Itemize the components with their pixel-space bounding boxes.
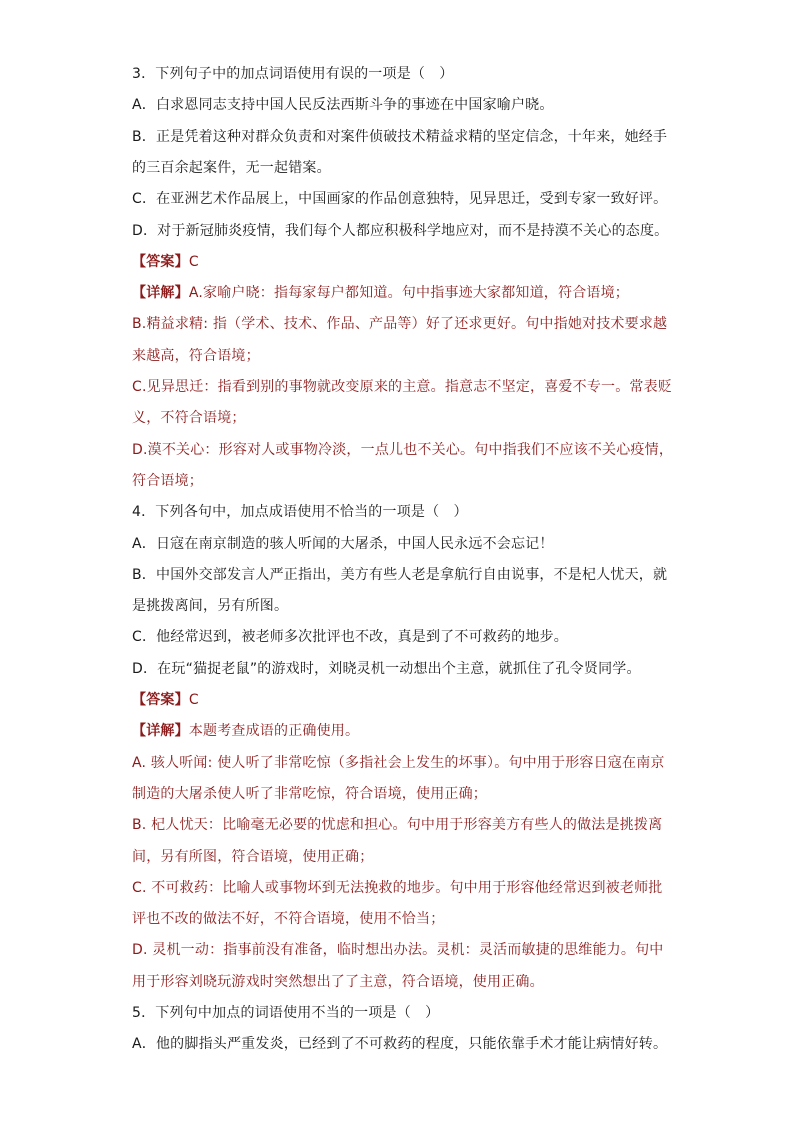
- question-line: [132, 596, 288, 616]
- answer-line: [132, 909, 444, 929]
- question-line: [132, 1003, 439, 1023]
- answer-tag: 【答案】: [132, 692, 189, 708]
- answer-line: [132, 972, 544, 992]
- line-text: 来越高，符合语境；: [132, 347, 260, 364]
- question-line: [132, 565, 667, 585]
- question-line: [132, 534, 554, 554]
- answer-line: [132, 815, 662, 835]
- line-text: A．白求恩同志支持中国人民反法西斯斗争的事迹在中国家喻户晓。: [132, 97, 554, 114]
- line-text: C: [188, 692, 199, 708]
- line-text: B. 杞人忧天：比喻毫无必要的忧虑和担心。句中用于形容美方有些人的做法是挑拨离: [132, 817, 663, 834]
- answer-line: [132, 784, 487, 804]
- line-text: C: [188, 253, 199, 270]
- answer-line: [132, 252, 199, 272]
- answer-line: [132, 408, 246, 428]
- line-text: D.漠不关心：形容对人或事物冷淡，一点儿也不关心。句中指我们不应该不关心疫情，: [132, 441, 674, 458]
- line-text: D．在玩“猫捉老鼠”的游戏时，刘晓灵机一动想出个主意，就抓住了孔令贤同学。: [132, 660, 641, 677]
- line-text: D. 灵机一动：指事前没有准备，临时想出办法。灵机：灵活而敏捷的思维能力。句中: [132, 942, 664, 959]
- question-line: [132, 64, 454, 84]
- answer-tag: 【详解】: [132, 285, 189, 302]
- question-line: [132, 659, 641, 679]
- line-text: 3．下列句子中的加点词语使用有误的一项是（ ）: [132, 66, 454, 82]
- answer-line: [132, 471, 203, 491]
- line-text: 是挑拨离间，另有所图。: [132, 598, 289, 615]
- line-text: 评也不改的做法不好，不符合语境，使用不恰当；: [132, 911, 445, 928]
- question-line: [132, 1034, 667, 1054]
- answer-line: [132, 878, 662, 898]
- question-line: [132, 95, 554, 115]
- answer-line: [132, 377, 672, 397]
- line-text: 制造的大屠杀使人听了非常吃惊，符合语境，使用正确；: [132, 785, 487, 802]
- line-text: 用于形容刘晓玩游戏时突然想出了了主意，符合语境，使用正确。: [132, 973, 544, 990]
- line-text: A. 骇人听闻: 使人听了非常吃惊（多指社会上发生的坏事）。句中用于形容日寇在南京: [132, 754, 665, 771]
- question-line: [132, 127, 667, 147]
- line-text: 的三百余起案件，无一起错案。: [132, 159, 331, 176]
- answer-line: [132, 283, 629, 303]
- line-text: C．在亚洲艺术作品展上，中国画家的作品创意独特，见异思迁，受到专家一致好评。: [132, 191, 668, 208]
- line-text: C.见异思迁：指看到别的事物就改变原来的主意。指意志不坚定，喜爱不专一。常表贬: [132, 379, 673, 395]
- question-line: [132, 627, 568, 647]
- answer-line: [132, 721, 359, 741]
- line-text: A．他的脚指头严重发炎，已经到了不可救药的程度，只能依靠手术才能让病情好转。: [132, 1036, 668, 1053]
- line-text: A．日寇在南京制造的骇人听闻的大屠杀，中国人民永远不会忘记！: [132, 535, 554, 552]
- line-text: D．对于新冠肺炎疫情，我们每个人都应积极科学地应对，而不是持漠不关心的态度。: [132, 222, 669, 239]
- answer-tag: 【详解】: [132, 723, 189, 740]
- line-text: 间，另有所图，符合语境，使用正确；: [132, 848, 374, 865]
- line-text: B．中国外交部发言人严正指出，美方有些人老是拿航行自由说事，不是杞人忧天，就: [132, 566, 668, 583]
- question-line: [132, 158, 331, 178]
- line-text: 本题考查成语的正确使用。: [188, 723, 360, 740]
- line-text: B．正是凭着这种对群众负责和对案件侦破技术精益求精的坚定信念，十年来，她经手: [132, 128, 668, 145]
- question-line: [132, 221, 668, 241]
- answer-line: [132, 314, 667, 334]
- line-text: C. 不可救药：比喻人或事物坏到无法挽救的地步。句中用于形容他经常迟到被老师批: [132, 879, 663, 896]
- line-text: 义，不符合语境；: [132, 410, 246, 427]
- answer-line: [132, 940, 663, 960]
- line-text: C．他经常迟到，被老师多次批评也不改，真是到了不可救药的地步。: [132, 629, 568, 646]
- line-text: 5．下列句中加点的词语使用不当的一项是（ ）: [132, 1005, 440, 1021]
- question-line: [132, 189, 667, 209]
- line-text: A.家喻户晓：指每家每户都知道。句中指事迹大家都知道，符合语境；: [188, 285, 629, 302]
- line-text: 4．下列各句中，加点成语使用不恰当的一项是（ ）: [132, 504, 468, 521]
- answer-line: [132, 346, 260, 366]
- answer-line: [132, 753, 665, 773]
- answer-line: [132, 440, 673, 460]
- answer-line: [132, 690, 199, 710]
- line-text: B.精益求精: 指（学术、技术、作品、产品等）好了还求更好。句中指她对技术要求越: [132, 316, 668, 333]
- question-line: [132, 502, 468, 522]
- answer-line: [132, 847, 373, 867]
- line-text: 符合语境；: [132, 472, 203, 489]
- answer-tag: 【答案】: [132, 253, 189, 270]
